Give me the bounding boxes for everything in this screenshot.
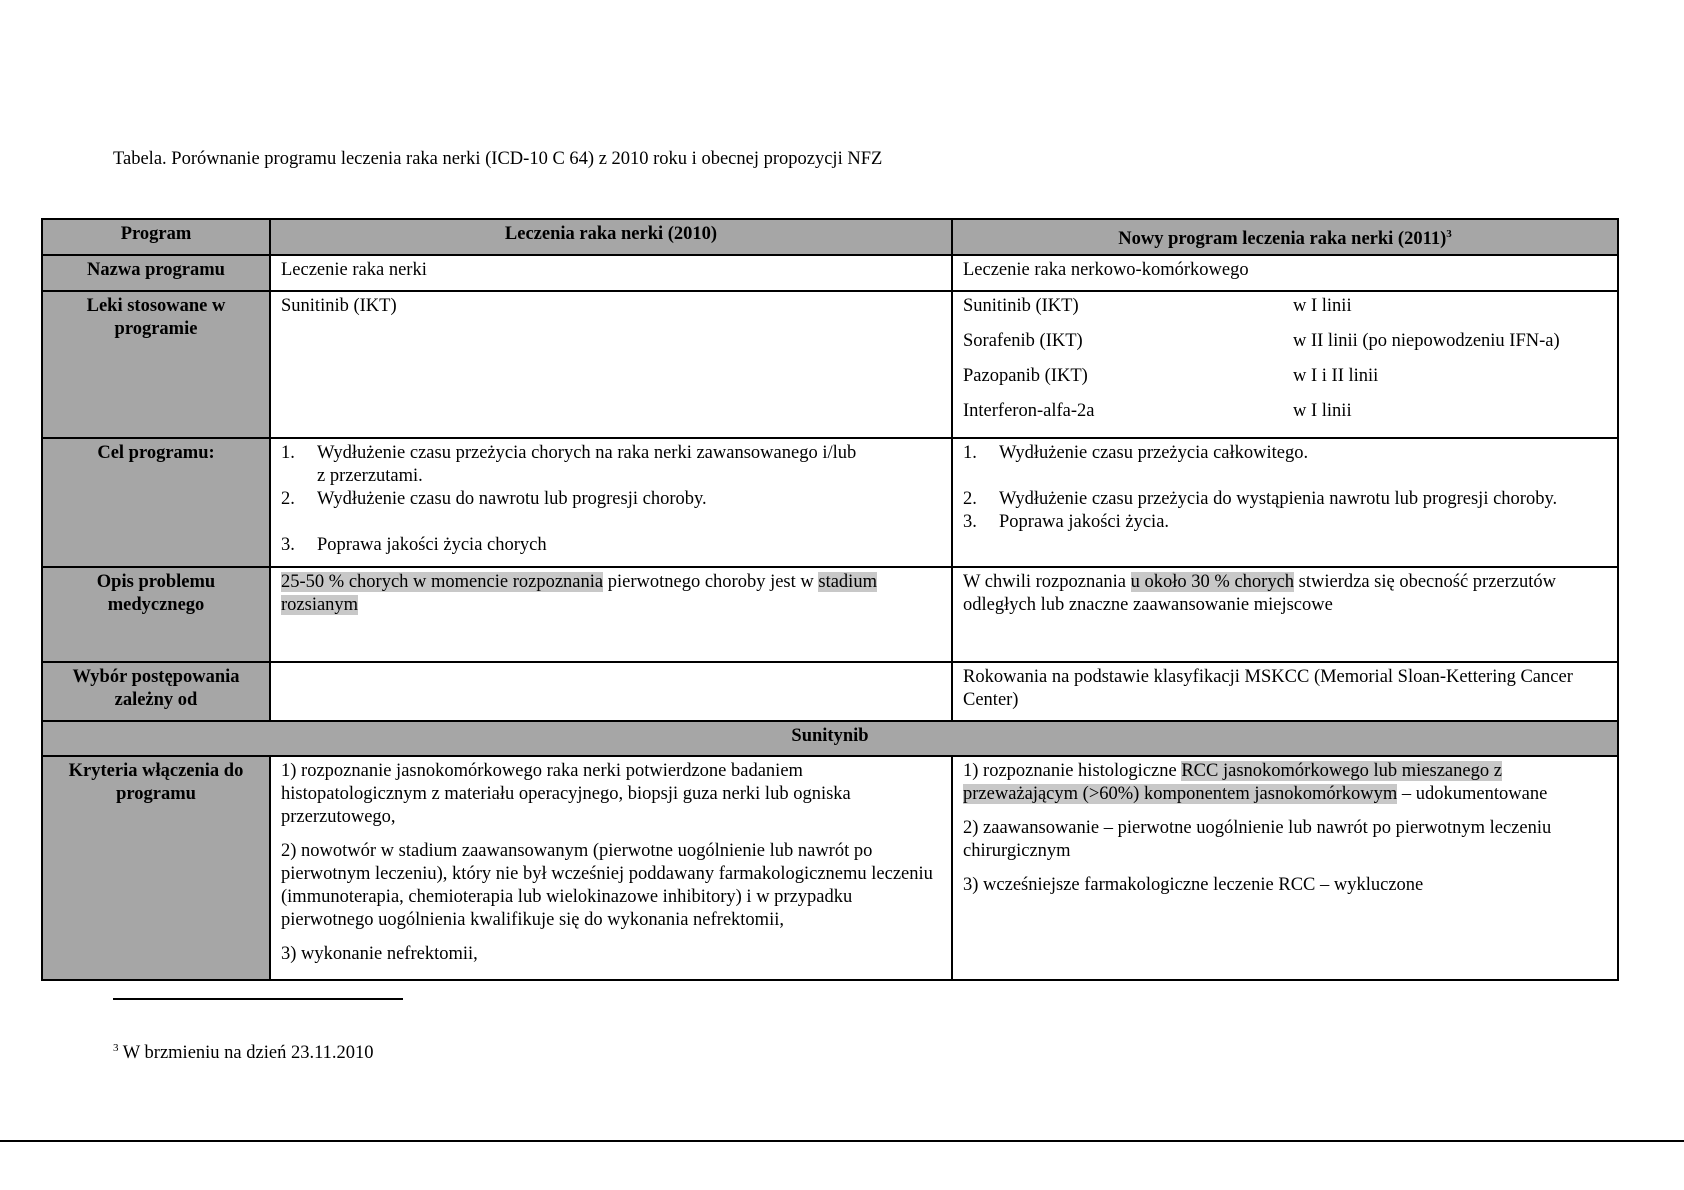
goal-item (281, 488, 941, 511)
drug-list (963, 295, 1607, 435)
row-cel (42, 438, 1618, 567)
footnote-text: W brzmieniu na dzień 23.11.2010 (118, 1043, 374, 1064)
criterion: 2) nowotwór w stadium zaawansowanym (pierwotne uogólnienie lub nawrót po pierwotnym leczeniu), który nie był wcześniej poddawany farmakologicznemu leczeniu (immunoterapia, chemioterapia lub wielokinazowe inhibitory) i w przypadku pierwotnego uogólnienia kwalifikuje się do wykonania nefrektomii, (281, 841, 933, 930)
criterion-text: – udokumentowane (1397, 784, 1548, 804)
opis-old (270, 567, 952, 662)
header-new-program-text: Nowy program leczenia raka nerki (2011) (1118, 229, 1447, 250)
drug-line: w I linii (1293, 296, 1352, 316)
kryteria-old (270, 756, 952, 980)
goal-text (317, 442, 856, 488)
header-program: Program (42, 219, 270, 255)
footnote-ref: 3 (1446, 228, 1452, 240)
goal-number: 2. (281, 489, 295, 509)
row-label-kryteria: Kryteria włączenia do programu (42, 756, 270, 980)
drug-row (963, 365, 1607, 400)
drug-name: Interferon-alfa-2a (963, 401, 1095, 421)
goal-text: Wydłużenie czasu przeżycia do wystąpienia nawrotu lub progresji choroby. (999, 489, 1558, 509)
nazwa-old: Leczenie raka nerki (270, 255, 952, 291)
row-label-leki: Leki stosowane w programie (42, 291, 270, 438)
wybor-new: Rokowania na podstawie klasyfikacji MSKCC (Memorial Sloan-Kettering Cancer Center) (952, 662, 1618, 721)
nazwa-new: Leczenie raka nerkowo-komórkowego (952, 255, 1618, 291)
goal-text: Poprawa jakości życia. (999, 512, 1170, 532)
highlighted-text: RCC jasnokomórkowego lub mieszanego z przeważającym (>60%) komponentem jasnokomórkowym (963, 761, 1502, 804)
goal-item (963, 511, 1607, 534)
criterion: 3) wcześniejsze farmakologiczne leczenie RCC – wykluczone (963, 875, 1424, 895)
drug-line: w I i II linii (1293, 366, 1379, 386)
highlighted-text: stadium rozsianym (281, 572, 877, 615)
footnote-separator (113, 998, 403, 1000)
drug-line: w II linii (po niepowodzeniu IFN-a) (1293, 331, 1560, 351)
footnote-number: 3 (113, 1042, 119, 1054)
highlighted-text: u około 30 % chorych (1130, 572, 1295, 592)
row-label-cel: Cel programu: (42, 438, 270, 567)
row-label-nazwa: Nazwa programu (42, 255, 270, 291)
drug-name: Sunitinib (IKT) (963, 296, 1079, 316)
section-heading-sunitynib: Sunitynib (42, 721, 1618, 756)
criterion (963, 760, 1607, 806)
footnote (113, 1042, 374, 1064)
goal-text: Wydłużenie czasu przeżycia całkowitego. (999, 443, 1309, 463)
drug-row (963, 400, 1607, 435)
opis-new (952, 567, 1618, 662)
row-section (42, 721, 1618, 756)
leki-new (952, 291, 1618, 438)
goal-item (281, 534, 941, 557)
header-old-program: Leczenia raka nerki (2010) (270, 219, 952, 255)
goal-item (963, 488, 1607, 511)
cel-old (270, 438, 952, 567)
goal-item (963, 442, 1607, 465)
goal-list-old (281, 442, 941, 557)
row-nazwa (42, 255, 1618, 291)
criterion-text: 1) rozpoznanie histologiczne (963, 761, 1182, 781)
goal-number: 3. (281, 535, 295, 555)
wybor-old (270, 662, 952, 721)
criterion: 2) zaawansowanie – pierwotne uogólnienie lub nawrót po pierwotnym leczeniu chirurgicznym (963, 818, 1552, 861)
header-row (42, 219, 1618, 255)
row-kryteria (42, 756, 1618, 980)
goal-text-line1: Wydłużenie czasu przeżycia chorych na raka nerki zawansowanego i/lub (317, 443, 857, 463)
opis-new-text: W chwili rozpoznania (963, 572, 1131, 592)
opis-old-text: pierwotnego choroby jest w (603, 572, 819, 592)
drug-name: Sorafenib (IKT) (963, 331, 1083, 351)
goal-text: Wydłużenie czasu do nawrotu lub progresji choroby. (317, 489, 707, 509)
goal-number: 1. (963, 443, 977, 463)
highlighted-text: 25-50 % chorych w momencie rozpoznania (281, 572, 604, 592)
criterion: 3) wykonanie nefrektomii, (281, 944, 478, 964)
goal-spacer (281, 511, 941, 534)
row-label-wybor: Wybór postępowania zależny od (42, 662, 270, 721)
criterion: 1) rozpoznanie jasnokomórkowego raka nerki potwierdzone badaniem histopatologicznym z materiału operacyjnego, biopsji guza nerki lub ogniska przerzutowego, (281, 761, 851, 827)
goal-number: 1. (281, 443, 295, 463)
goal-text: Poprawa jakości życia chorych (317, 535, 547, 555)
row-wybor (42, 662, 1618, 721)
row-label-opis: Opis problemu medycznego (42, 567, 270, 662)
goal-number: 2. (963, 489, 977, 509)
opis-new-text: stwierdza się obecność przerzutów odległych lub znaczne zaawansowanie miejscowe (963, 572, 1557, 615)
row-opis (42, 567, 1618, 662)
drug-name: Pazopanib (IKT) (963, 366, 1088, 386)
leki-old: Sunitinib (IKT) (270, 291, 952, 438)
cel-new (952, 438, 1618, 567)
row-leki (42, 291, 1618, 438)
goal-number: 3. (963, 512, 977, 532)
kryteria-new (952, 756, 1618, 980)
header-new-program (952, 219, 1618, 255)
drug-row (963, 330, 1607, 365)
page-bottom-rule (0, 1140, 1684, 1142)
drug-row (963, 295, 1607, 330)
comparison-table (41, 218, 1619, 981)
table-caption: Tabela. Porównanie programu leczenia raka nerki (ICD-10 C 64) z 2010 roku i obecnej propozycji NFZ (113, 149, 883, 169)
drug-line: w I linii (1293, 401, 1352, 421)
goal-list-new (963, 442, 1607, 534)
goal-item (281, 442, 941, 488)
goal-spacer (963, 465, 1607, 488)
goal-text-line2: z przerzutami. (317, 466, 423, 486)
